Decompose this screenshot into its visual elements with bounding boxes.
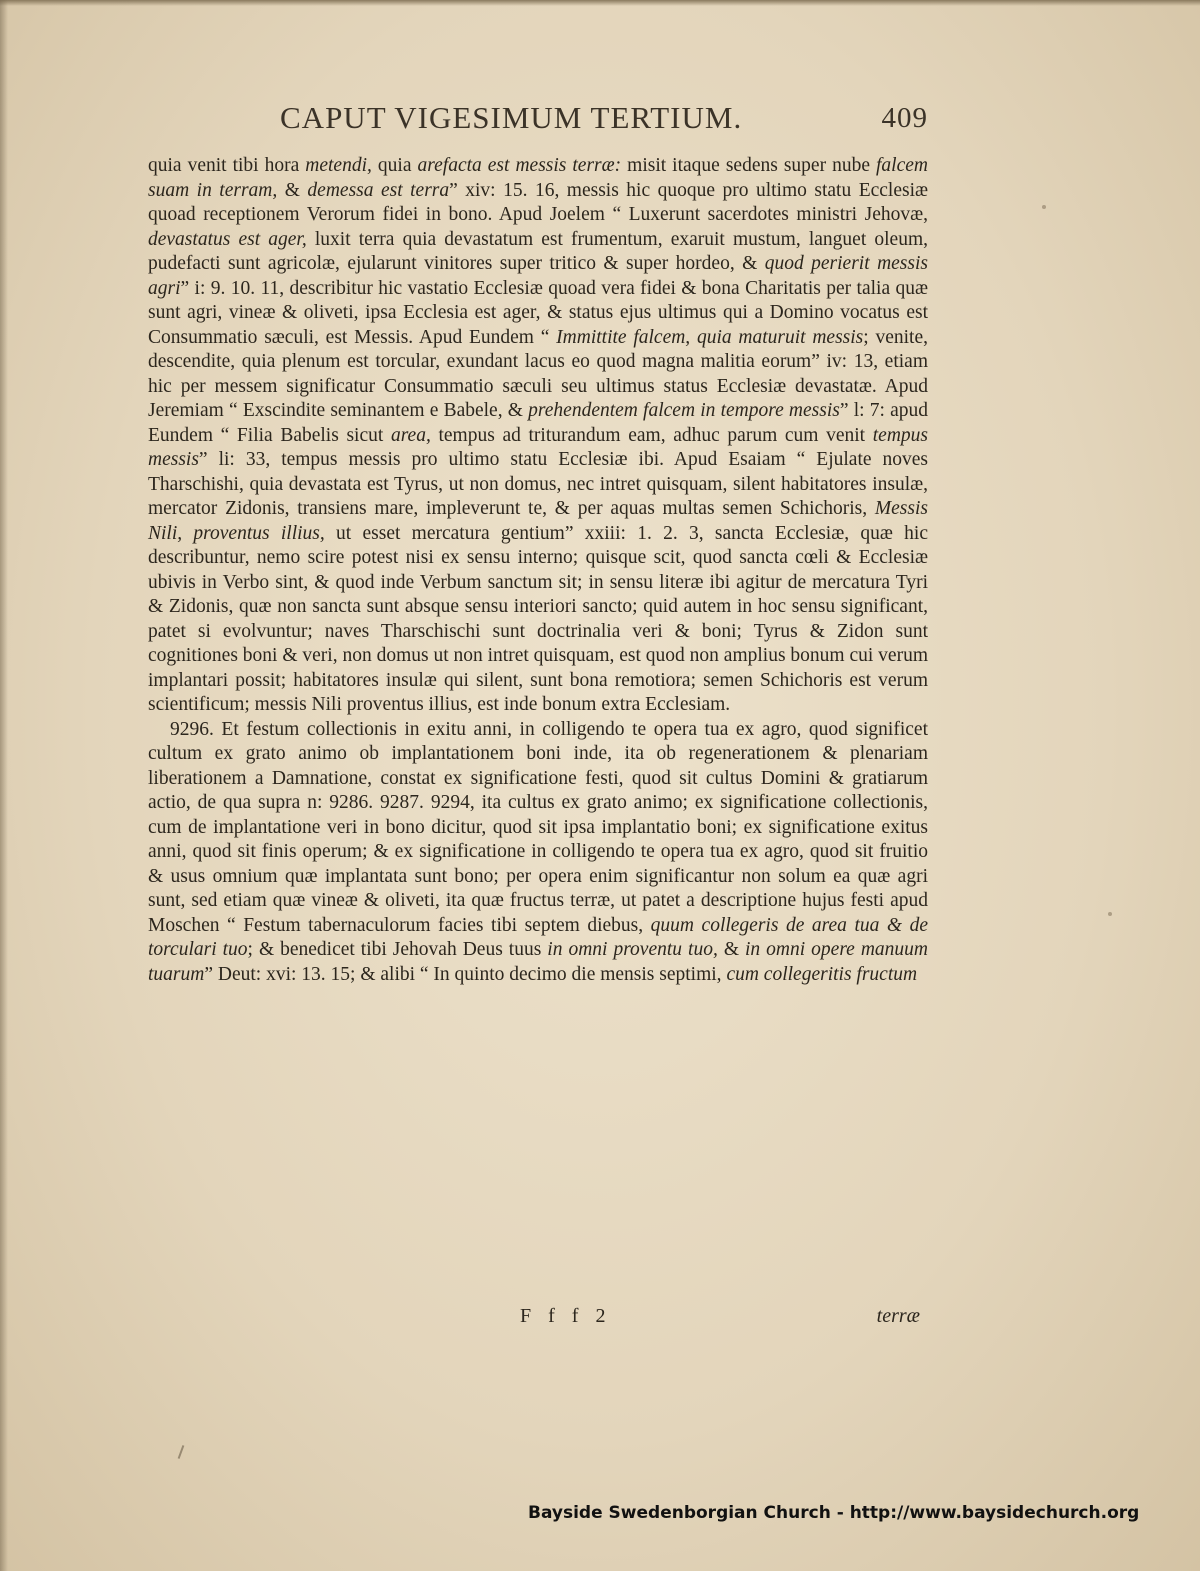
- text-run: ” xiv: 15. 16, messis hic quoque pro ultimo statu Ecclesiæ quoad receptionem Verorum fidei in bono. Apud Joelem “ Luxerunt sacerdotes ministri Jehovæ,: [148, 179, 929, 225]
- paragraph: [148, 718, 928, 988]
- text-run: ; & benedicet tibi Jehovah Deus tuus: [247, 939, 548, 960]
- italic-text: arefacta est messis terræ:: [417, 155, 622, 176]
- text-run: ” l: 7: apud Eundem “ Filia Babelis sicut: [148, 400, 928, 446]
- text-run: luxit terra quia devastatum est frumentum, exaruit mustum, languet oleum, pudefacti sunt agricolæ, ejularunt vinitores super tritico & super hordeo, &: [148, 228, 928, 274]
- text-run: ; venite, descendite, quia plenum est torcular, exundant lacus eo quod magna malitia eorum” iv: 13, etiam hic per messem significatur Consummatio sæculi seu ultimus status Ecclesiæ devastatæ. Apud Jeremiam “ Exscindite seminantem e Babele, &: [148, 326, 928, 421]
- italic-text: in omni proventu tuo,: [547, 939, 718, 960]
- italic-text: quum collegeris de area tua & de torculari tuo: [148, 914, 928, 960]
- text-run: quia: [371, 155, 418, 176]
- foxing-spot: [1108, 912, 1112, 916]
- italic-text: demessa est terra: [307, 179, 450, 201]
- italic-text: quod perierit messis agri: [148, 253, 928, 299]
- chapter-title: CAPUT VIGESIMUM TERTIUM.: [280, 100, 743, 135]
- italic-text: area,: [390, 424, 431, 446]
- italic-text: cum collegeritis fructum: [726, 963, 918, 985]
- text-run: ” li: 33, tempus messis pro ultimo statu Ecclesiæ ibi. Apud Esaiam “ Ejulate noves Tharschishi, quia devastata est Tyrus, ut non domus, nec intret quisquam, silent habitatores insulæ, mercator Zidonis, transiens mare, impleverunt te, & per aquas multas semen Schichoris,: [148, 449, 928, 519]
- body-text: [148, 154, 928, 987]
- text-run: &: [277, 179, 308, 201]
- text-run: ” Deut: xvi: 13. 15; & alibi “ In quinto decimo die mensis septimi,: [204, 963, 727, 985]
- page-number: 409: [881, 102, 928, 134]
- italic-text: Messis Nili, proventus illius,: [148, 498, 928, 544]
- ink-mark: [178, 1445, 185, 1459]
- italic-text: devastatus est ager,: [148, 228, 307, 250]
- source-credit: Bayside Swedenborgian Church - http://www.baysidechurch.org: [528, 1503, 1140, 1523]
- signature-line: [148, 1305, 928, 1333]
- text-run: ut esset mercatura gentium” xxiii: 1. 2. 3, sancta Ecclesiæ, quæ hic describuntur, nemo scire potest nisi ex sensu interno; quisque scit, quod sancta cœli & Ecclesiæ ubivis in Verbo sint, & quod inde Verbum sanctum sit; in sensu literæ ibi agitur de mercatura Tyri & Zidonis, quæ non sancta sunt absque sensu interiori sancto; quid autem in hoc sensu significant, patet si evolvuntur; naves Tharschischi sunt doctrinalia veri & boni; Tyrus & Zidon sunt cognitiones boni & veri, non domus ut non intret quisquam, est quod non amplius bonum cui verum implantari possit; habitatores insulæ qui silent, sunt bona remotiora; semen Schichoris est verum scientificum; messis Nili proventus illius, est inde bonum extra Ecclesiam.: [148, 522, 928, 715]
- italic-text: falcem suam in terram,: [148, 155, 928, 201]
- text-run: 9296. Et festum collectionis in exitu anni, in colligendo te opera tua ex agro, quod significet cultum ex grato animo ob implantationem boni inde, ita ob regenerationem & plenariam liberationem a Damnatione, constat ex significatione festi, quod sit cultus Domini & gratiarum actio, de qua supra n: 9286. 9287. 9294, ita cultus ex grato animo; ex significatione collectionis, cum de implantatione veri in bono dicitur, quod sit ipsa implantatio boni; ex significatione exitus anni, quod sit finis operum; & ex significatione in colligendo te opera tua ex agro, quod sit fruitio & usus omnium quæ implantata sunt bono; per opera enim significantur non solum ea quæ agri sunt, sed etiam quæ vineæ & oliveti, ita quæ fructus terræ, ut patet a descriptione hujus festi apud Moschen “ Festum tabernaculorum facies tibi septem diebus,: [148, 718, 928, 936]
- printer-signature: F f f 2: [520, 1305, 612, 1327]
- italic-text: metendi,: [305, 155, 372, 176]
- text-run: ” i: 9. 10. 11, describitur hic vastatio Ecclesiæ quoad vera fidei & bona Charitatis per talia quæ sunt agri, vineæ & oliveti, ipsa Ecclesia est ager, & status ejus ultimus qui a Domino vocatus est Consummatio sæculi, est Messis. Apud Eundem “: [148, 277, 928, 348]
- italic-text: prehendentem falcem in tempore messis: [528, 400, 840, 421]
- text-run: misit itaque sedens super nube: [621, 155, 877, 176]
- catchword: terræ: [876, 1305, 920, 1327]
- italic-text: Immittite falcem, quia maturuit messis: [556, 326, 864, 348]
- text-run: tempus ad triturandum eam, adhuc parum cum venit: [430, 424, 873, 446]
- italic-text: in omni opere manuum tuarum: [148, 939, 928, 985]
- foxing-spot: [1042, 205, 1046, 209]
- italic-text: tempus messis: [148, 424, 928, 470]
- text-run: &: [717, 939, 745, 960]
- text-run: quia venit tibi hora: [148, 155, 306, 176]
- running-head: [148, 100, 928, 140]
- paragraph: [148, 154, 928, 718]
